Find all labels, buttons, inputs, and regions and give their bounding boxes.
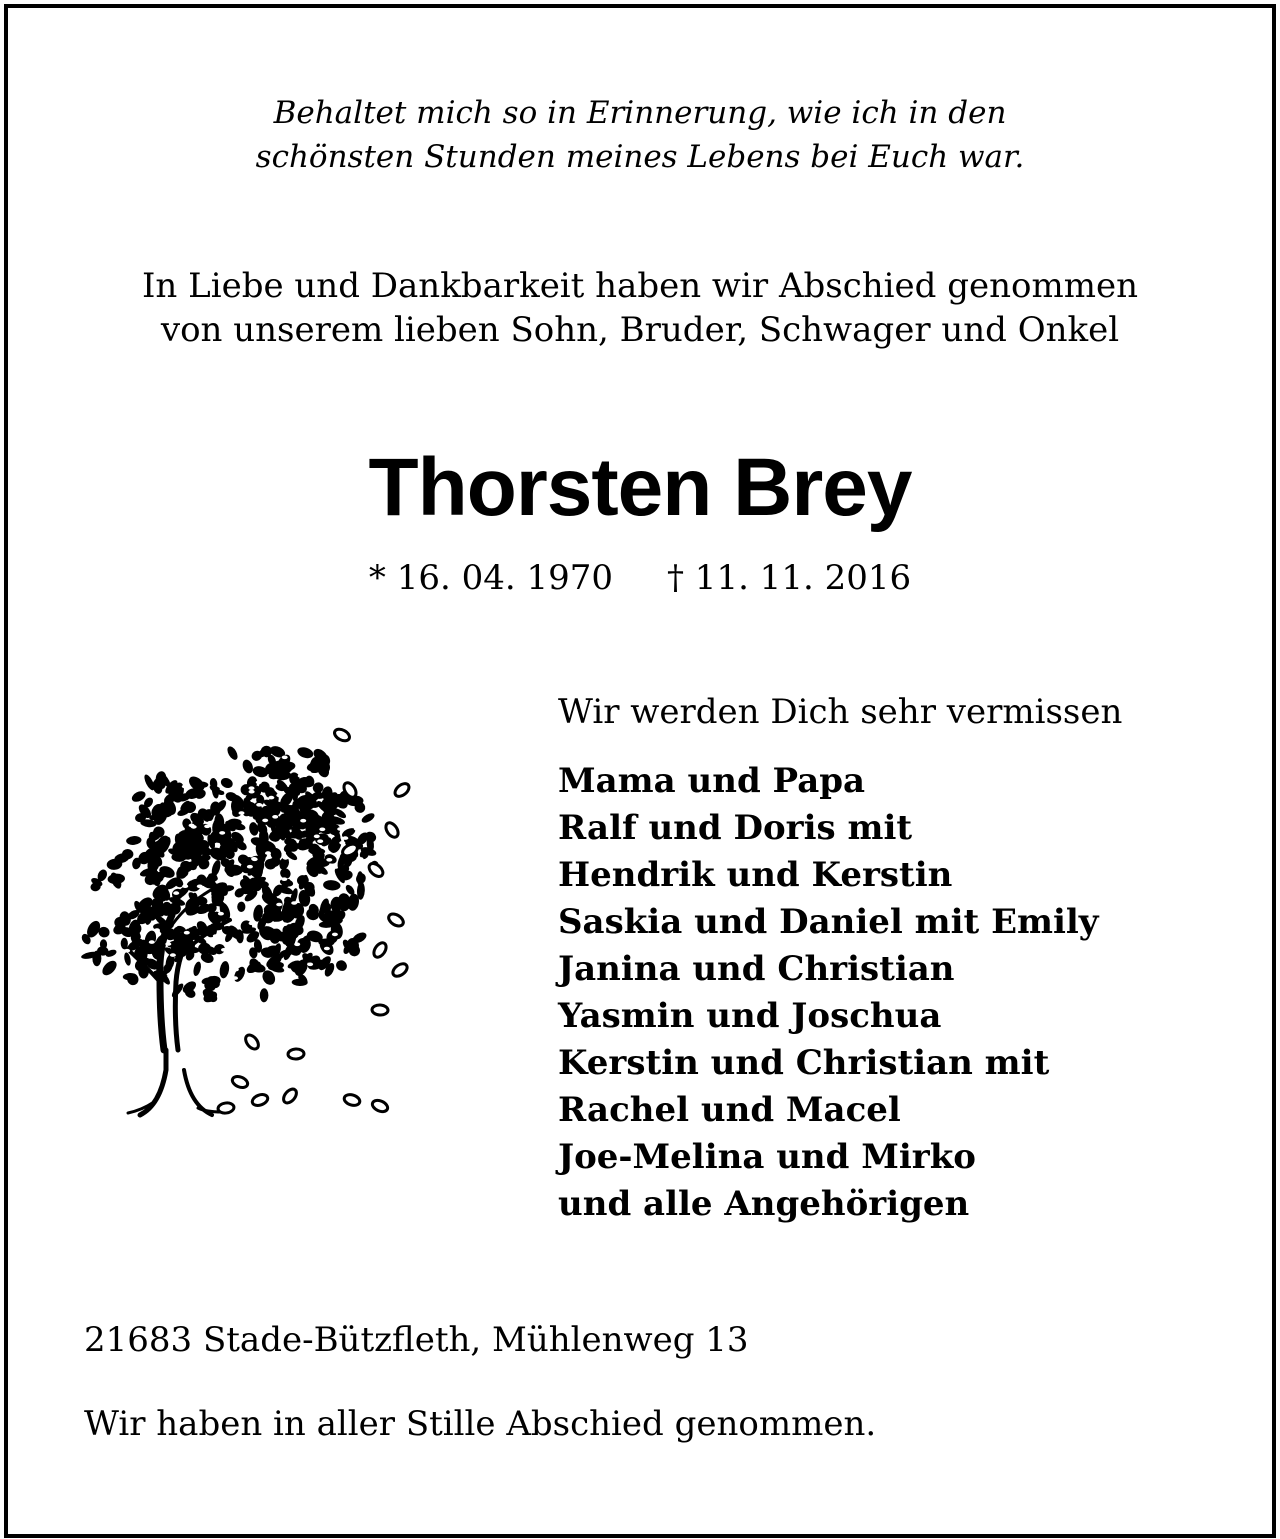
birth-date: * 16. 04. 1970 xyxy=(368,558,613,598)
closing-line: Wir haben in aller Stille Abschied genommen. xyxy=(84,1404,877,1444)
tree-in-wind-icon xyxy=(80,720,420,1130)
deceased-name: Thorsten Brey xyxy=(368,442,912,533)
mourner-entry: Mama und Papa xyxy=(558,761,866,801)
intro-line-1: In Liebe und Dankbarkeit haben wir Abschied genommen xyxy=(142,266,1138,306)
intro-line-2: von unserem lieben Sohn, Bruder, Schwager und Onkel xyxy=(160,310,1120,350)
address: 21683 Stade-Bützfleth, Mühlenweg 13 xyxy=(84,1320,749,1360)
mourner-entry: Kerstin und Christian mit xyxy=(558,1043,1050,1083)
mourner-entry: Rachel und Macel xyxy=(558,1090,901,1130)
life-dates xyxy=(0,556,1280,600)
quote-line-1: Behaltet mich so in Erinnerung, wie ich in den xyxy=(273,95,1007,131)
mourners-heading: Wir werden Dich sehr vermissen xyxy=(558,692,1123,732)
mourner-entry: und alle Angehörigen xyxy=(558,1184,970,1224)
death-date: † 11. 11. 2016 xyxy=(667,558,912,598)
mourner-entry: Yasmin und Joschua xyxy=(558,996,942,1036)
mourners-list xyxy=(558,758,1099,1228)
mourner-entry: Hendrik und Kerstin xyxy=(558,855,953,895)
quote-line-2: schönsten Stunden meines Lebens bei Euch war. xyxy=(255,139,1025,175)
mourner-entry: Joe-Melina und Mirko xyxy=(558,1137,976,1177)
mourner-entry: Ralf und Doris mit xyxy=(558,808,913,848)
mourner-entry: Saskia und Daniel mit Emily xyxy=(558,902,1099,942)
mourner-entry: Janina und Christian xyxy=(558,949,955,989)
